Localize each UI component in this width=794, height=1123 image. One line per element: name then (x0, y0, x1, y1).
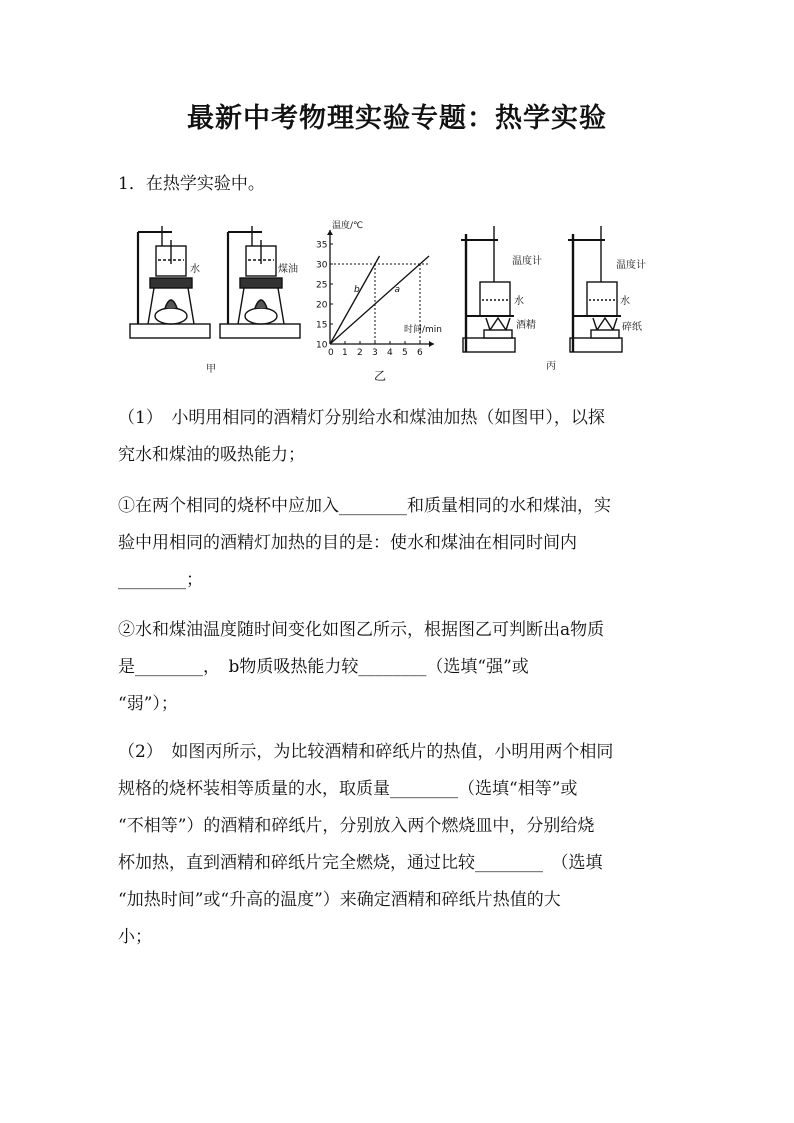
series-label-a: a (394, 285, 401, 295)
bing-caption: 丙 (546, 361, 556, 372)
y-tick-label: 35 (316, 240, 328, 251)
text-line: 是________， b物质吸热能力较________（选填“强”或 (118, 657, 529, 677)
x-axis-label: 时间/min (404, 325, 443, 335)
bing-thermo1-label: 温度计 (512, 256, 542, 267)
bing-fuel1-label: 酒精 (516, 320, 536, 331)
jia-oil-label: 煤油 (278, 264, 298, 275)
text-line: ________； (118, 570, 203, 590)
y-tick-label: 20 (316, 300, 328, 311)
y-tick-label: 15 (316, 320, 328, 331)
paragraph-part2 (118, 734, 678, 956)
text-line: （2） 如图丙所示，为比较酒精和碎纸片的热值，小明用两个相同 (118, 742, 614, 762)
apparatus-jia-water (130, 226, 210, 338)
x-tick-label: 6 (417, 348, 423, 358)
text-line: 规格的烧杯装相等质量的水，取质量________（选填“相等”或 (118, 779, 578, 799)
text-line: 小； (118, 927, 152, 947)
temperature-chart (316, 219, 442, 358)
bing-water2-label: 水 (620, 296, 630, 307)
bing-fuel2-label: 碎纸 (622, 322, 642, 333)
y-tick-label: 30 (316, 260, 328, 271)
y-tick-label: 25 (316, 280, 328, 291)
text-line: 究水和煤油的吸热能力； (118, 445, 305, 465)
x-tick-label: 2 (357, 348, 363, 358)
x-tick-label: 1 (342, 348, 348, 358)
experiment-figure (118, 212, 678, 384)
text-line: ①在两个相同的烧杯中应加入________和质量相同的水和煤油，实 (118, 496, 611, 516)
question-number: 1．在热学实验中。 (118, 174, 265, 194)
x-tick-label: 4 (387, 348, 393, 358)
text-line: “不相等”）的酒精和碎纸片，分别放入两个燃烧皿中，分别给烧 (118, 816, 595, 836)
series-label-b: b (354, 285, 360, 295)
y-tick-label: 10 (316, 340, 328, 351)
text-line: “弱”）； (118, 694, 178, 714)
apparatus-jia-oil (220, 226, 300, 338)
paragraph-part1-intro (118, 400, 678, 474)
page-title: 最新中考物理实验专题：热学实验 (187, 103, 607, 134)
x-tick-label: 5 (402, 348, 408, 358)
origin-label: 0 (328, 348, 334, 358)
paragraph-part1-q1 (118, 488, 678, 599)
paragraph-part1-q2 (118, 612, 678, 723)
apparatus-bing-alcohol (461, 226, 515, 352)
text-line: 验中用相同的酒精灯加热的目的是：使水和煤油在相同时间内 (118, 533, 577, 553)
bing-water1-label: 水 (514, 296, 524, 307)
text-line: （1） 小明用相同的酒精灯分别给水和煤油加热（如图甲），以探 (118, 408, 605, 428)
jia-caption: 甲 (206, 364, 216, 375)
text-line: “加热时间”或“升高的温度”）来确定酒精和碎纸片热值的大 (118, 890, 561, 910)
text-line: ②水和煤油温度随时间变化如图乙所示，根据图乙可判断出a物质 (118, 620, 605, 640)
yi-caption: 乙 (374, 369, 387, 383)
x-tick-label: 3 (372, 348, 378, 358)
x-axis-arrow (429, 341, 434, 347)
y-axis-label: 温度/℃ (332, 221, 364, 231)
bing-thermo2-label: 温度计 (616, 260, 646, 271)
text-line: 杯加热，直到酒精和碎纸片完全燃烧，通过比较________ （选填 (118, 853, 603, 873)
series-line-b (330, 256, 380, 344)
jia-water-label: 水 (190, 264, 200, 275)
apparatus-bing-paper (568, 226, 622, 352)
